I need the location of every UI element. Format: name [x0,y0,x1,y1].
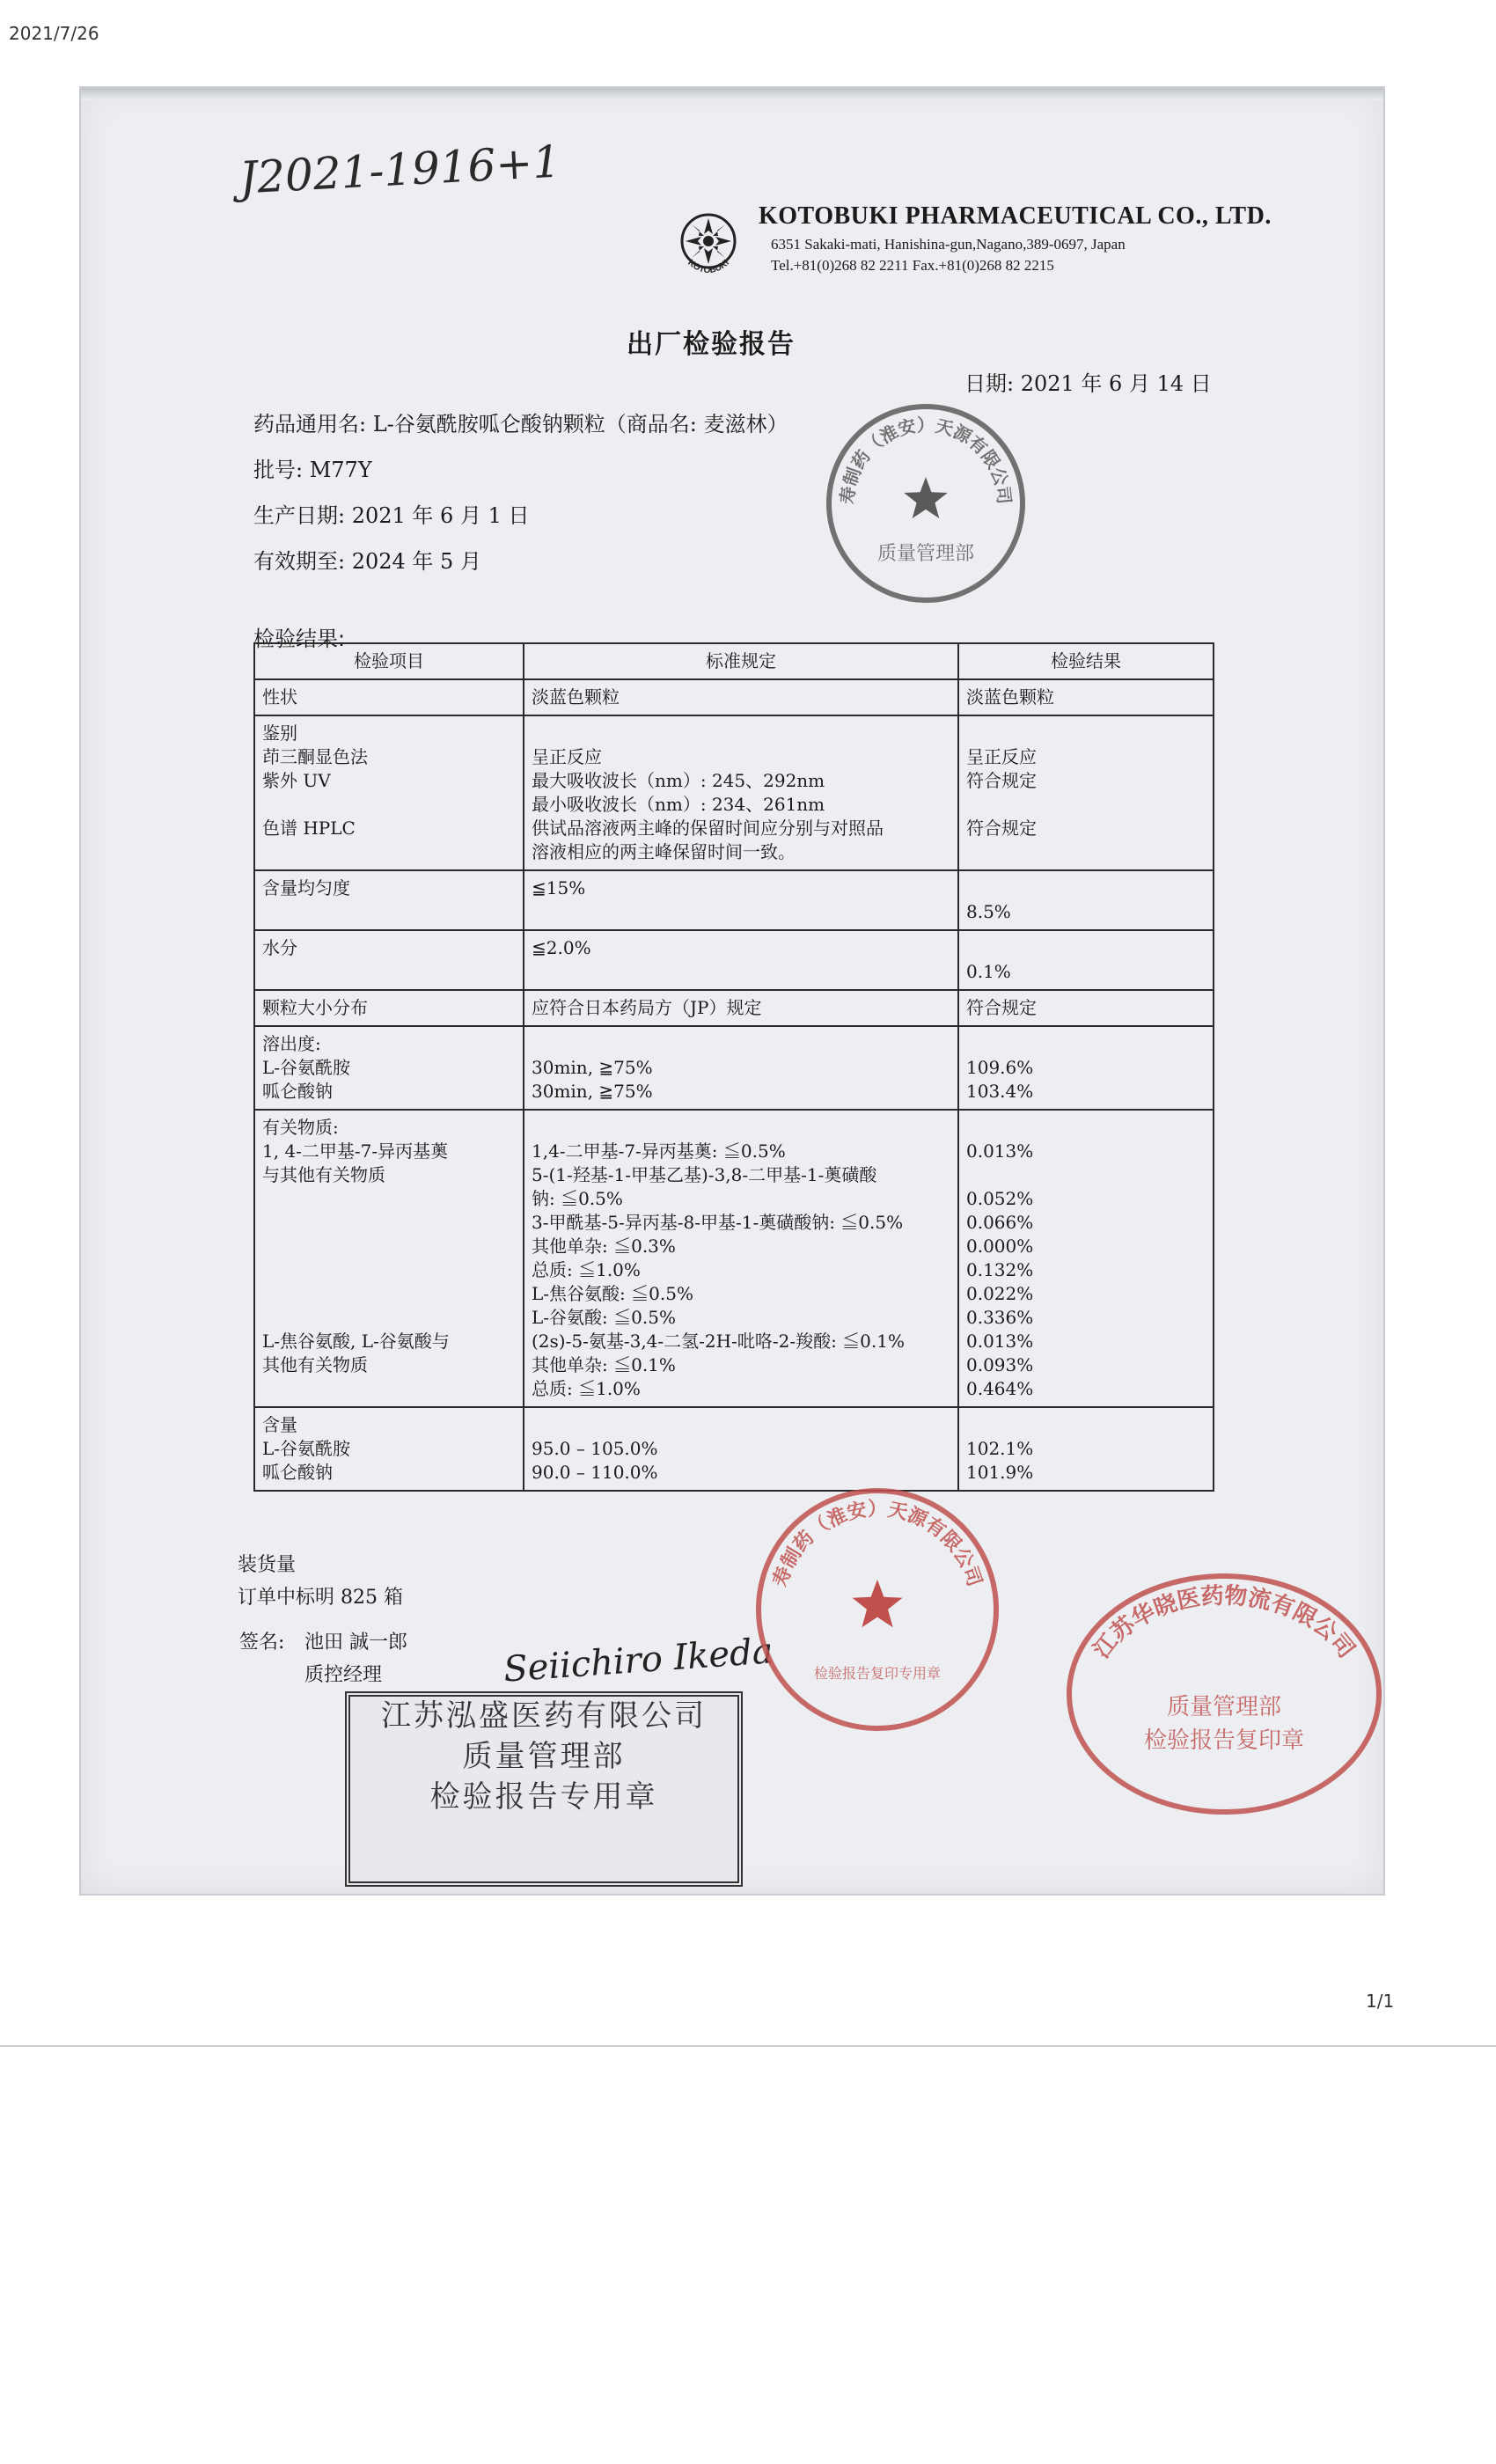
table-cell-item [254,1110,524,1407]
drug-name: 药品通用名: L-谷氨酰胺呱仑酸钠颗粒（商品名: 麦滋林） [253,412,788,436]
cell-line: 0.013% [966,1331,1034,1352]
company-name: KOTOBUKI PHARMACEUTICAL CO., LTD. [759,202,1272,230]
cell-line [966,1413,1206,1437]
cell-line: 茚三酮显色法 [262,746,368,767]
cell-line: 102.1% [966,1438,1034,1459]
cell-line: 呈正反应 [532,746,602,767]
page-number: 1/1 [1366,1991,1395,2012]
cell-line: 0.066% [966,1212,1034,1233]
scanned-document [79,86,1385,1896]
table-header-row [254,643,1214,679]
cell-line: 0.1% [966,961,1011,982]
cell-line: 其他单杂: ≦0.1% [532,1354,676,1375]
cell-line: 钠: ≦0.5% [532,1188,623,1209]
cell-line: 符合规定 [966,770,1037,791]
seal-bottom-text: 检验报告复印章 [1143,1727,1305,1754]
cell-line [966,722,1206,745]
cell-line: 30min, ≧75% [532,1057,653,1078]
cell-line: 8.5% [966,901,1011,922]
cell-line: 淡蓝色颗粒 [532,686,620,708]
cell-line: L-焦谷氨酸: ≦0.5% [532,1283,693,1304]
table-cell-item [254,679,524,715]
table-row [254,990,1214,1026]
table-cell-item [254,715,524,870]
cell-line [262,1258,516,1282]
results-label: 检验结果: [253,627,346,651]
scan-edge [81,88,1383,100]
cell-line: 色谱 HPLC [262,818,356,839]
table-cell-item [254,870,524,930]
svg-text:江苏华晓医药物流有限公司 [1089,1583,1360,1664]
table-cell-standard [524,870,958,930]
cell-line: 符合规定 [966,818,1037,839]
cell-line: 0.464% [966,1378,1034,1399]
cell-line: 30min, ≧75% [532,1081,653,1102]
cell-line: 呈正反应 [966,746,1037,767]
cell-line: 0.022% [966,1283,1034,1304]
handwritten-signature: Seiichiro Ikeda [502,1631,774,1690]
cell-line: 溶出度: [262,1033,321,1054]
cell-line [532,1413,950,1437]
cell-line: 0.052% [966,1188,1034,1209]
cell-line: 溶液相应的两主峰保留时间一致。 [532,841,796,862]
table-row [254,1110,1214,1407]
cell-line: 呱仑酸钠 [262,1462,333,1483]
seal-ring-text: 寿制药（淮安）天源有限公司 [836,414,1016,505]
table-cell-standard [524,715,958,870]
company-stamp-rect [345,1691,743,1887]
company-contact: Tel.+81(0)268 82 2211 Fax.+81(0)268 82 2215 [771,257,1054,274]
cell-line [966,1163,1206,1187]
packing-value: 订单中标明 825 箱 [238,1587,403,1610]
cell-line: L-谷氨酰胺 [262,1057,351,1078]
kotobuki-logo-icon [671,206,746,282]
seal-center-text: 质量管理部 [876,543,975,565]
table-row [254,930,1214,990]
cell-line [262,793,516,817]
cell-line: ≦15% [532,877,586,898]
cell-line [532,1032,950,1056]
cell-line: ≦2.0% [532,937,591,958]
cell-line [532,722,950,745]
table-row [254,870,1214,930]
cell-line: (2s)-5-氨基-3,4-二氢-2H-吡咯-2-羧酸: ≦0.1% [532,1331,905,1352]
table-cell-item [254,930,524,990]
cell-line [966,936,1206,960]
results-table [253,642,1214,1492]
cell-line: 呱仑酸钠 [262,1081,333,1102]
cell-line: 0.336% [966,1307,1034,1328]
table-cell-result [958,679,1214,715]
header-result: 检验结果 [958,643,1214,679]
cell-line [532,1116,950,1140]
table-row [254,1407,1214,1491]
cell-line [966,876,1206,900]
packing-label: 装货量 [238,1554,297,1576]
cell-line: 总质: ≦1.0% [532,1259,641,1280]
cell-line: 103.4% [966,1081,1034,1102]
table-row [254,715,1214,870]
table-cell-result [958,1407,1214,1491]
cell-line: 1, 4-二甲基-7-异丙基薁 [262,1140,449,1162]
quality-dept-seal [820,398,1031,609]
table-cell-result [958,1026,1214,1110]
signer-name: 池田 誠一郎 [304,1632,407,1654]
stamp-line-1: 江苏泓盛医药有限公司 [381,1698,707,1734]
table-cell-result [958,715,1214,870]
copy-seal-red [750,1482,1005,1737]
cell-line: 5-(1-羟基-1-甲基乙基)-3,8-二甲基-1-薁磺酸 [532,1164,877,1185]
batch-number: 批号: M77Y [253,458,372,482]
cell-line: 符合规定 [966,997,1037,1018]
table-cell-standard [524,1110,958,1407]
cell-line: 0.000% [966,1236,1034,1257]
cell-line: 含量 [262,1414,297,1435]
cell-line [262,1306,516,1330]
cell-line: 水分 [262,937,297,958]
seal-center-text: 质量管理部 [1166,1694,1282,1720]
svg-text:寿制药（淮安）天源有限公司 [768,1498,985,1589]
cell-line: 鉴别 [262,722,297,744]
logo-text: KOTOBUKI [686,258,731,276]
cell-line: 101.9% [966,1462,1034,1483]
cell-line: 0.132% [966,1259,1034,1280]
cell-line: 109.6% [966,1057,1034,1078]
cell-line: 应符合日本药局方（JP）规定 [532,997,762,1018]
handwritten-note: J2021-1916+1 [238,136,562,204]
cell-line: 供试品溶液两主峰的保留时间应分别与对照品 [532,818,884,839]
cell-line: 95.0 – 105.0% [532,1438,658,1459]
cell-line: 总质: ≦1.0% [532,1378,641,1399]
table-cell-result [958,930,1214,990]
cell-line [966,1116,1206,1140]
stamp-line-3: 检验报告专用章 [429,1778,658,1815]
seal-ring-text: 江苏华晓医药物流有限公司 [1088,1582,1360,1664]
cell-line [262,1235,516,1258]
table-cell-item [254,1026,524,1110]
cell-line: 1,4-二甲基-7-异丙基薁: ≦0.5% [532,1140,786,1162]
table-cell-standard [524,1026,958,1110]
cell-line: 0.093% [966,1354,1034,1375]
expiry-date: 有效期至: 2024 年 5 月 [253,549,481,574]
seal-center-text: 检验报告复印专用章 [813,1665,942,1682]
stamp-line-2: 质量管理部 [462,1738,626,1774]
cell-line: 性状 [262,686,297,708]
table-cell-item [254,1407,524,1491]
signature-label: 签名: [239,1632,285,1654]
cell-line: 含量均匀度 [262,877,350,898]
cell-line [966,1032,1206,1056]
document-title: 出厂检验报告 [627,329,796,360]
table-row [254,679,1214,715]
cell-line: 与其他有关物质 [262,1164,385,1185]
cell-line: 有关物质: [262,1117,339,1138]
cell-line: 淡蓝色颗粒 [966,686,1054,708]
cell-line: 紫外 UV [262,770,331,791]
cell-line: L-谷氨酸: ≦0.5% [532,1307,676,1328]
signature-block [239,1626,407,1692]
cell-line: 最大吸收波长（nm）: 245、292nm [532,770,825,791]
table-cell-result [958,990,1214,1026]
cell-line: 0.013% [966,1140,1034,1162]
cell-line: L-谷氨酰胺 [262,1438,351,1459]
table-cell-result [958,870,1214,930]
table-cell-result [958,1110,1214,1407]
table-cell-standard [524,1407,958,1491]
report-date: 日期: 2021 年 6 月 14 日 [964,371,1212,396]
table-cell-standard [524,990,958,1026]
table-cell-standard [524,930,958,990]
cell-line [262,1187,516,1211]
table-row [254,1026,1214,1110]
table-cell-standard [524,679,958,715]
cell-line: 颗粒大小分布 [262,997,368,1018]
production-date: 生产日期: 2021 年 6 月 1 日 [253,503,530,528]
table-cell-item [254,990,524,1026]
header-standard: 标准规定 [524,643,958,679]
huaxiao-seal-red [1061,1566,1385,1822]
cell-line: 最小吸收波长（nm）: 234、261nm [532,794,825,815]
seal-star-icon [904,477,947,518]
page-rule [0,2045,1496,2047]
seal-ring-text: 寿制药（淮安）天源有限公司 [769,1499,986,1590]
company-address: 6351 Sakaki-mati, Hanishina-gun,Nagano,389-0697, Japan [771,236,1126,253]
print-date: 2021/7/26 [9,23,99,44]
cell-line: 其他有关物质 [262,1354,368,1375]
packing-section [238,1549,403,1615]
cell-line: 3-甲酰基-5-异丙基-8-甲基-1-薁磺酸钠: ≦0.5% [532,1212,904,1233]
cell-line [966,793,1206,817]
cell-line: L-焦谷氨酸, L-谷氨酸与 [262,1331,450,1352]
signer-role: 质控经理 [304,1664,383,1687]
cell-line: 90.0 – 110.0% [532,1462,658,1483]
cell-line [262,1282,516,1306]
cell-line: 其他单杂: ≦0.3% [532,1236,676,1257]
cell-line [262,1211,516,1235]
header-item: 检验项目 [254,643,524,679]
seal-star-icon [853,1580,903,1627]
